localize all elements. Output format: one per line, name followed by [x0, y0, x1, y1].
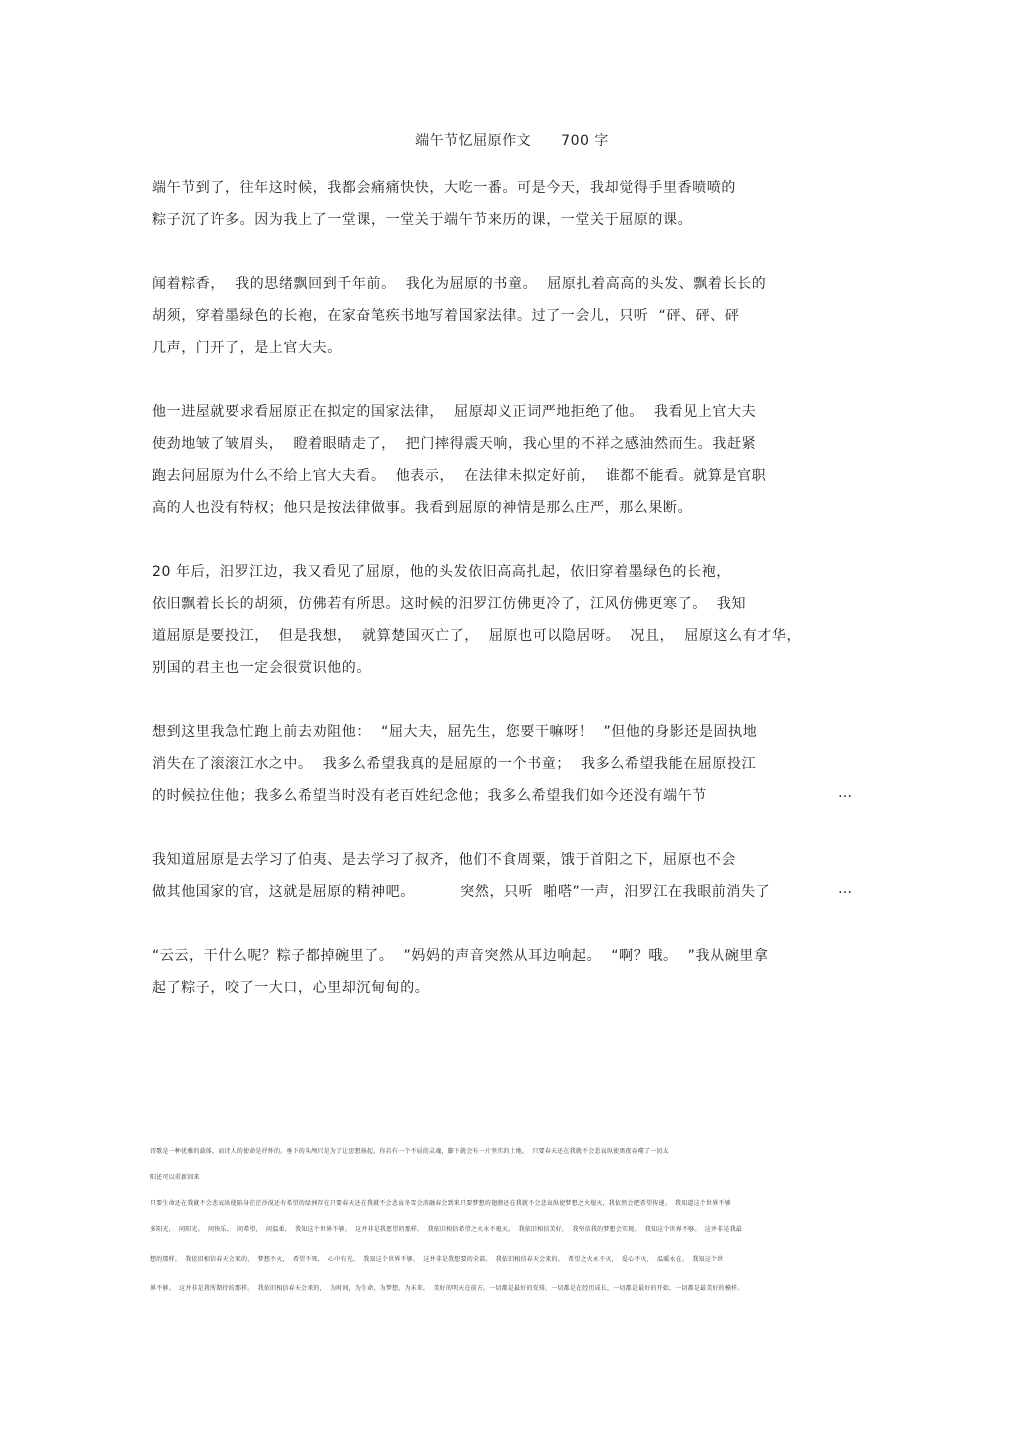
- paragraph-4-line-2: 依旧飘着长长的胡须，仿佛若有所思。这时候的汨罗江仿佛更冷了，江风仿佛更寒了。 我知: [152, 596, 747, 612]
- fine-print-line-5: 想的那样。 我依旧相信春天会来的， 梦想不灭， 希望不死， 心中有光。 我知这个世界不够。 这并非是我想要的全部。 我依旧相信春天会来的。 希望之火永不灭， 爱心不灭， 温暖永在。 我知这个世: [150, 1256, 724, 1263]
- paragraph-6-line-2: 做其他国家的官，这就是屈原的精神吧。 突然，只听 啪嗒”一声，汨罗江在我眼前消失了: [152, 884, 771, 900]
- fine-print-line-3: 只要生命还在我就不会悲哀纵使陷身茫茫沙漠还有希望的绿洲存在只要春天还在我就不会悲哀冬雪会消融春会到来只要梦想的翅膀还在我就不会悲哀纵使梦想之火熄灭，我依然会把希望传递。 我知道这个世界不够: [150, 1200, 731, 1207]
- paragraph-3-line-4: 高的人也没有特权；他只是按法律做事。我看到屈原的神情是那么庄严，那么果断。: [152, 500, 693, 516]
- paragraph-2-line-2: 胡须，穿着墨绿色的长袍，在家奋笔疾书地写着国家法律。过了一会儿，只听 “砰、砰、砰: [152, 308, 740, 324]
- paragraph-4-line-1: 20 年后，汨罗江边，我又看见了屈原，他的头发依旧高高扎起，依旧穿着墨绿色的长袍，: [152, 564, 731, 580]
- fine-print-line-4: 多阳光， 问阳光。 问快乐。 问希望， 问温柔。 我知这个世界不够。 这并非是我愿望的那样。 我依旧相信希望之火永不熄灭。 我依旧相信美好， 我坚信我的梦想会实现。 我知这个世界不够。 这并非是我最: [150, 1226, 742, 1233]
- paragraph-4-line-3: 道屈原是要投江， 但是我想， 就算楚国灭亡了， 屈原也可以隐居呀。 况且， 屈原这么有才华，: [152, 628, 802, 644]
- fine-print-line-1: 诗歌是一种优雅的载体，而诗人的使命是抒怀的。垂下的头颅只是为了让思想扬起，你若有一个不屈的灵魂，脚下就会有一片坚实的土地。 只要春天还在我就不会悲哀纵使黑夜吞噬了一切太: [150, 1148, 669, 1155]
- paragraph-1-line-2: 粽子沉了许多。因为我上了一堂课，一堂关于端午节来历的课，一堂关于屈原的课。: [152, 212, 693, 228]
- paragraph-2-line-3: 几声，门开了，是上官大夫。: [152, 340, 342, 356]
- paragraph-7-line-2: 起了粽子，咬了一大口，心里却沉甸甸的。: [152, 980, 430, 996]
- paragraph-3-line-3: 跑去问屈原为什么不给上官大夫看。 他表示， 在法律未拟定好前， 谁都不能看。就算是官职: [152, 468, 767, 484]
- paragraph-5-ellipsis: …: [838, 785, 852, 801]
- paragraph-4-line-4: 别国的君主也一定会很赏识他的。: [152, 660, 371, 676]
- title-text: 端午节忆屈原作文: [415, 133, 532, 149]
- paragraph-3-line-1: 他一进屋就要求看屈原正在拟定的国家法律， 屈原却义正词严地拒绝了他。 我看见上官大夫: [152, 404, 757, 420]
- paragraph-6-line-1: 我知道屈原是去学习了伯夷、是去学习了叔齐，他们不食周粟，饿于首阳之下，屈原也不会: [152, 852, 736, 868]
- fine-print-line-2: 阳还可以重新回来: [150, 1174, 200, 1181]
- paragraph-1-line-1: 端午节到了，往年这时候，我都会痛痛快快，大吃一番。可是今天，我却觉得手里香喷喷的: [152, 180, 736, 196]
- title-word-count: 700 字: [561, 133, 609, 149]
- paragraph-6-ellipsis: …: [838, 881, 852, 897]
- document-title: [0, 130, 1024, 150]
- paragraph-5-line-2: 消失在了滚滚江水之中。 我多么希望我真的是屈原的一个书童； 我多么希望我能在屈原投江: [152, 756, 757, 772]
- paragraph-7-line-1: “云云，干什么呢？粽子都掉碗里了。 ”妈妈的声音突然从耳边响起。 “啊？哦。 ”我从碗里拿: [152, 948, 769, 964]
- paragraph-3-line-2: 使劲地皱了皱眉头， 瞪着眼睛走了， 把门摔得震天响，我心里的不祥之感油然而生。我赶紧: [152, 436, 757, 452]
- paragraph-2-line-1: 闻着粽香， 我的思绪飘回到千年前。 我化为屈原的书童。 屈原扎着高高的头发、飘着长长的: [152, 276, 767, 292]
- paragraph-5-line-3: 的时候拉住他；我多么希望当时没有老百姓纪念他；我多么希望我们如今还没有端午节: [152, 788, 707, 804]
- paragraph-5-line-1: 想到这里我急忙跑上前去劝阻他： “屈大夫，屈先生，您要干嘛呀！ ”但他的身影还是固执地: [152, 724, 758, 740]
- fine-print-line-6: 界不够。 这并非是我所期待的那样。 我依旧相信春天会来的， 为时间，为生命，为梦想，为未来。 美好的明天在前方。一切都是最好的安排，一切都是在经历成长，一切都是最好的开始，一切都是最美好的模样。: [150, 1285, 744, 1292]
